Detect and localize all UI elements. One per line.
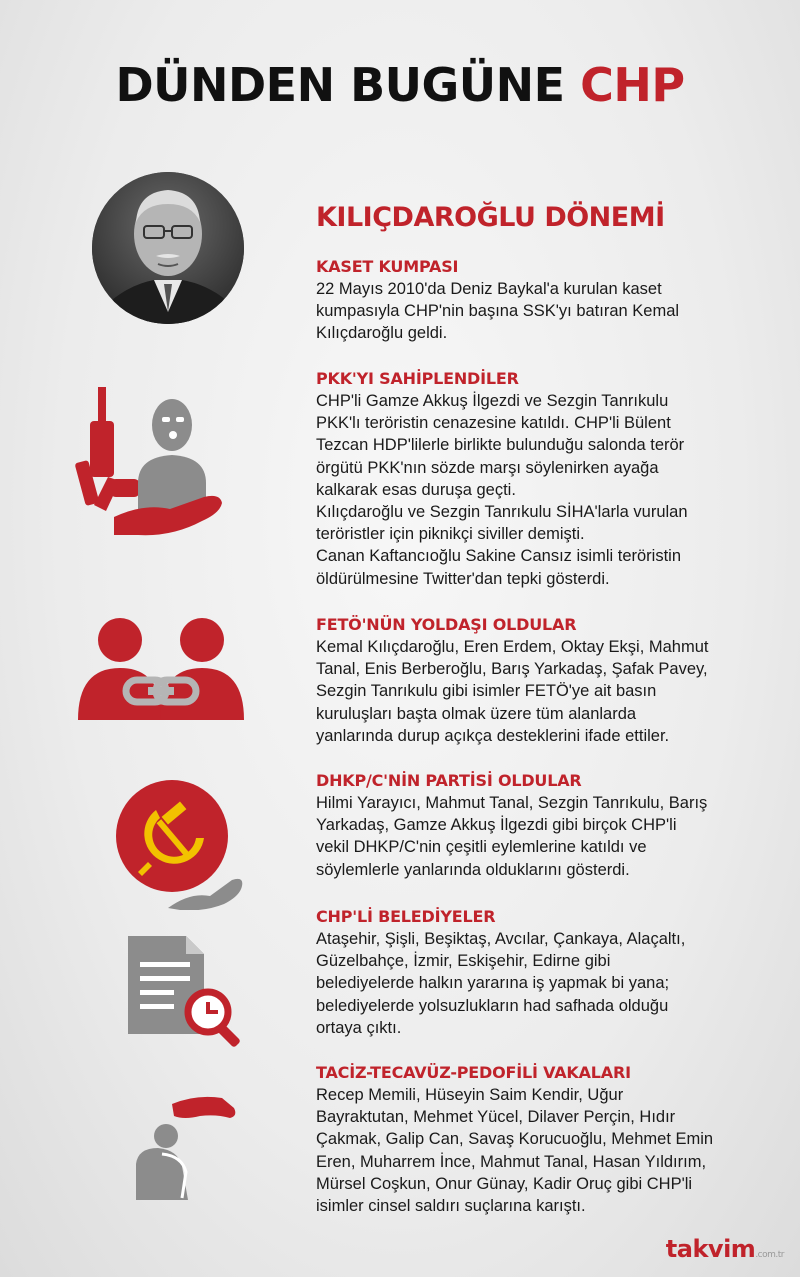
- section-taciz: [316, 1062, 736, 1217]
- section-title: TACİZ-TECAVÜZ-PEDOFİLİ VAKALARI: [316, 1063, 631, 1082]
- document-search-icon: [126, 932, 246, 1048]
- hammer-sickle-icon: [108, 780, 248, 910]
- section-title: CHP'Lİ BELEDİYELER: [316, 907, 496, 926]
- section-title: KASET KUMPASI: [316, 257, 459, 276]
- section-dhkpc: [316, 770, 736, 881]
- title-main: DÜNDEN BUGÜNE: [115, 58, 565, 112]
- section-body: Kemal Kılıçdaroğlu, Eren Erdem, Oktay Ekşi, Mahmut Tanal, Enis Berberoğlu, Barış Yarkadaş, Şafak Pavey, Sezgin Tanrıkulu gibi isimler FETÖ'ye ait basın kuruluşları başta olmak üzere tüm alanlarda yanlarında durup açıkça desteklerini ifade ettiler.: [316, 638, 709, 745]
- section-body: Ataşehir, Şişli, Beşiktaş, Avcılar, Çankaya, Alaçaltı, Güzelbahçe, İzmir, Eskişehir, Edirne gibi belediyelerde halkın yararına iş yapmak bi yana; belediyelerde yolsuzlukların had safhada olduğu ortaya çıktı.: [316, 930, 686, 1037]
- section-belediyeler: [316, 906, 736, 1039]
- abused-child-icon: [126, 1090, 246, 1202]
- page-title: [0, 58, 800, 112]
- source-logo: [666, 1235, 784, 1263]
- section-body: CHP'li Gamze Akkuş İlgezdi ve Sezgin Tanrıkulu PKK'lı teröristin cenazesine katıldı. CHP'li Bülent Tezcan HDP'lilerle birlikte bulunduğu salonda terör örgütü PKK'nın sözde marşı söylenirken ayağa kalkarak esas duruşa geçti. Kılıçdaroğlu ve Sezgin Tanrıkulu SİHA'larla vurulan teröristler için piknikçi siviller demişti. Canan Kaftancıoğlu Sakine Cansız isimli teröristin öldürülmesine Twitter'dan tepki gösterdi.: [316, 392, 688, 588]
- logo-text: takvim: [665, 1235, 756, 1263]
- logo-suffix: .com.tr: [755, 1250, 784, 1260]
- portrait-photo: [92, 172, 244, 324]
- section-pkk: [316, 368, 736, 590]
- section-kaset-kumpasi: [316, 256, 736, 345]
- section-body: Recep Memili, Hüseyin Saim Kendir, Uğur Bayraktutan, Mehmet Yücel, Dilaver Perçin, Hıdır Çakmak, Galip Can, Savaş Korucuoğlu, Mehmet Emin Eren, Muharrem İnce, Mahmut Tanal, Hasan Yıldırım, Mürsel Coşkun, Onur Günay, Kadir Oruç gibi CHP'li isimler cinsel saldırı suçlarına karıştı.: [316, 1086, 714, 1216]
- section-title: PKK'YI SAHİPLENDİLER: [316, 369, 519, 388]
- title-accent: CHP: [580, 58, 685, 112]
- section-feto: [316, 614, 736, 747]
- section-body: 22 Mayıs 2010'da Deniz Baykal'a kurulan kaset kumpasıyla CHP'nin başına SSK'yı batıran Kemal Kılıçdaroğlu geldi.: [316, 280, 680, 343]
- section-body: Hilmi Yarayıcı, Mahmut Tanal, Sezgin Tanrıkulu, Barış Yarkadaş, Gamze Akkuş İlgezdi gibi birçok CHP'li vekil DHKP/C'nin çeşitli eylemlerine katıldı ve söylemlerle yanlarında olduklarını gösterdi.: [316, 794, 708, 879]
- section-title: DHKP/C'NİN PARTİSİ OLDULAR: [316, 771, 582, 790]
- linked-people-icon: [76, 612, 246, 722]
- section-title: FETÖ'NÜN YOLDAŞI OLDULAR: [316, 615, 577, 634]
- masked-terrorist-icon: [74, 385, 234, 545]
- period-heading: KILIÇDAROĞLU DÖNEMİ: [316, 202, 665, 233]
